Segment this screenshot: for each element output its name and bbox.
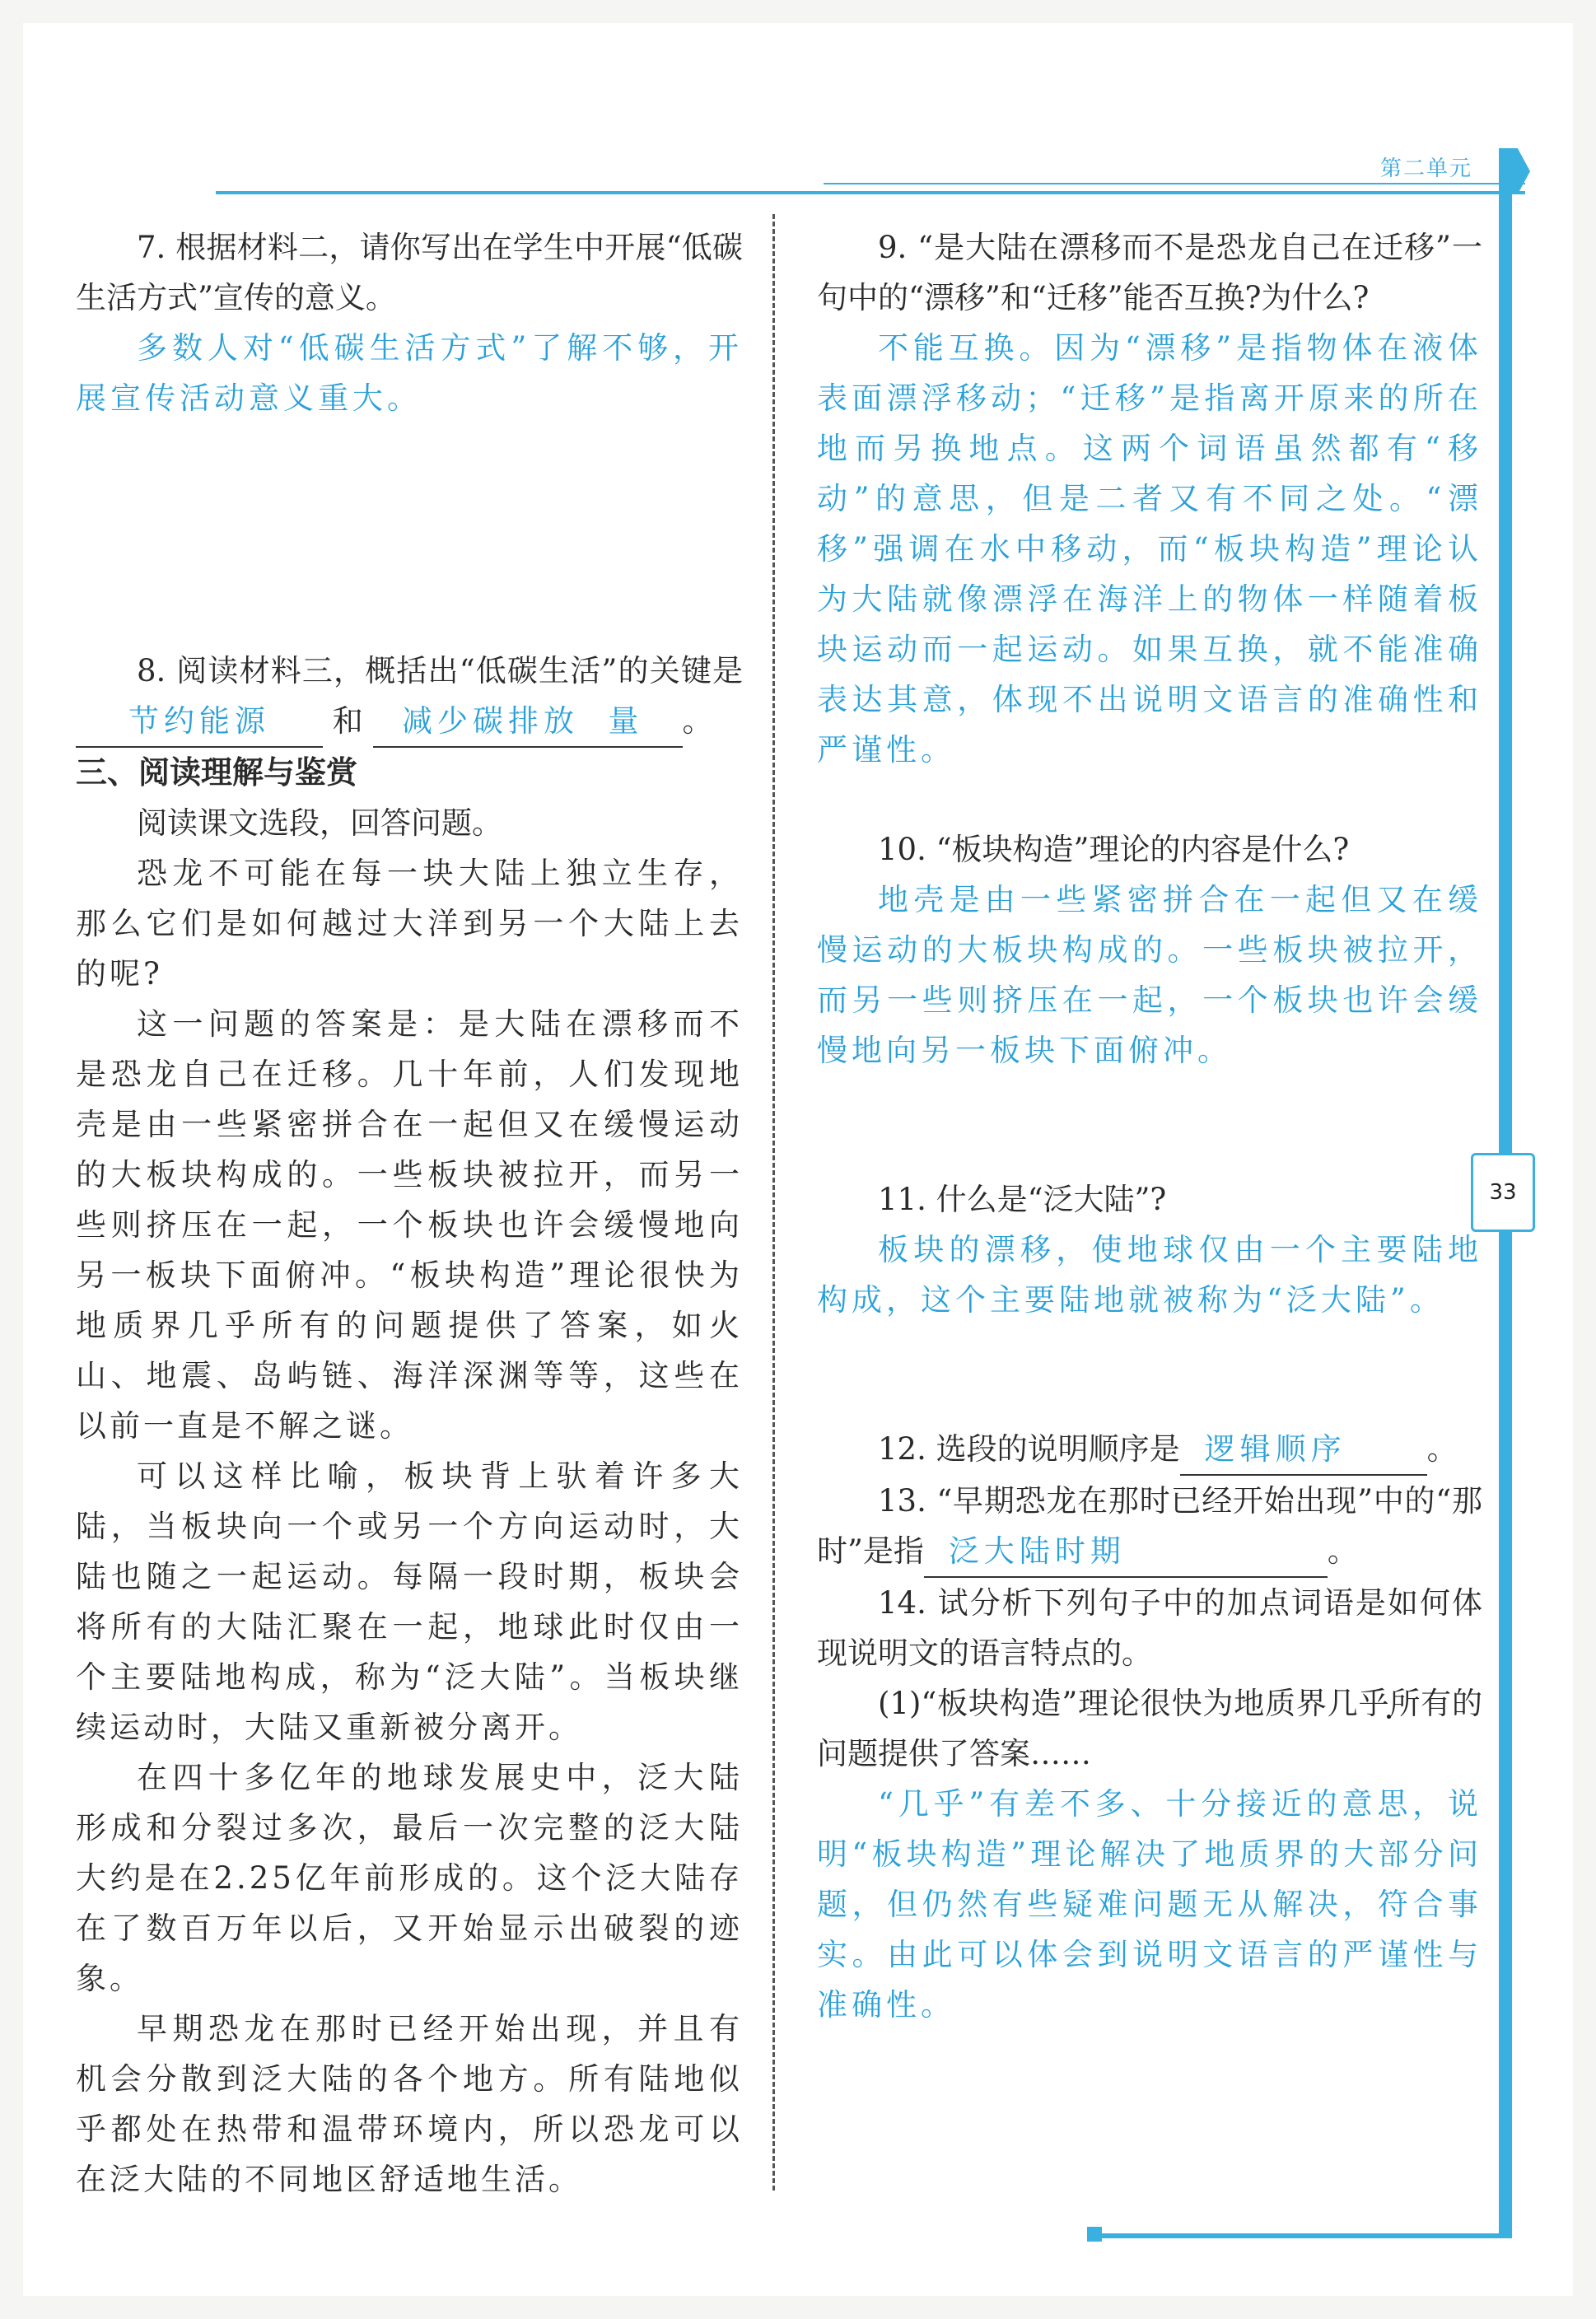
bottom-rule [1095,2233,1512,2238]
question-14-1-after: 所有的问题提供了答案…… [817,1686,1482,1771]
question-14-1-before: (1)“板块构造”理论很快为地质界 [878,1686,1328,1721]
answer-12-blank: 逻辑顺序 [1180,1424,1427,1476]
spacer [76,423,743,646]
question-13-prefix: 13. “早期恐龙在那时已经开始出现”中的“那时”是指 [817,1483,1482,1569]
passage-paragraph: 恐龙不可能在每一块大陆上独立生存，那么它们是如何越过大洋到另一个大陆上去的呢? [76,856,743,992]
page-number: 33 [1471,1153,1535,1232]
question-8-suffix: 。 [682,703,713,739]
column-divider [772,214,775,2191]
question-12 [817,1424,1482,1476]
question-8-prefix: 8. 阅读材料三，概括出“低碳生活”的关键是 [137,653,743,688]
answer-14-1: “几乎”有差不多、十分接近的意思，说明“板块构造”理论解决了地质界的大部分问题，但仍然有些疑难问题无从解决，符合事实。由此可以体会到说明文语言的严谨性与准确性。 [817,1786,1482,2023]
question-8-mid: 和 [332,703,363,739]
spacer [817,775,1482,824]
answer-10: 地壳是由一些紧密拼合在一起但又在缓慢运动的大板块构成的。一些板块被拉开，而另一些则挤压在一起，一个板块也许会缓慢地向另一板块下面俯冲。 [817,882,1482,1068]
section-intro: 阅读课文选段，回答问题。 [137,805,502,841]
answer-8-blank2b: 量 [609,696,683,748]
header-rule [216,191,1525,194]
answer-11: 板块的漂移，使地球仅由一个主要陆地构成，这个主要陆地就被称为“泛大陆”。 [817,1232,1482,1318]
question-10: 10. “板块构造”理论的内容是什么? [878,832,1350,867]
passage-paragraph: 这一问题的答案是：是大陆在漂移而不是恐龙自己在迁移。几十年前，人们发现地壳是由一些紧密拼合在一起但又在缓慢运动的大板块构成的。一些板块被拉开，而另一些则挤压在一起，一个板块也许会缓慢地向另一板块下面俯冲。“板块构造”理论很快为地质界几乎所有的问题提供了答案，如火山、地震、岛屿链、海洋深渊等等，这些在以前一直是不解之谜。 [76,1006,743,1444]
spacer [817,1076,1482,1174]
left-column [76,222,743,2205]
question-11: 11. 什么是“泛大陆”? [878,1182,1167,1217]
header-rule-thin [824,183,1525,184]
answer-8-blank2a: 减少碳排放 [373,696,609,748]
spacer [817,1325,1482,1424]
passage-paragraph: 可以这样比喻，板块背上驮着许多大陆，当板块向一个或另一个方向运动时，大陆也随之一起运动。每隔一段时期，板块会将所有的大陆汇聚在一起，地球此时仅由一个主要陆地构成，称为“泛大陆”。当板块继续运动时，大陆又重新被分离开。 [76,1458,743,1745]
right-column [817,222,1482,2030]
question-12-suffix: 。 [1426,1431,1458,1467]
question-14-1 [817,1678,1482,1779]
question-7: 7. 根据材料二，请你写出在学生中开展“低碳生活方式”宣传的意义。 [76,230,743,315]
answer-9: 不能互换。因为“漂移”是指物体在液体表面漂浮移动；“迁移”是指离开原来的所在地而另换地点。这两个词语虽然都有“移动”的意思，但是二者又有不同之处。“漂移”强调在水中移动，而“板块构造”理论认为大陆就像漂浮在海洋上的物体一样随着板块运动而一起运动。如果互换，就不能准确表达其意，体现不出说明文语言的准确性和严谨性。 [817,330,1482,768]
section-title: 三、阅读理解与鉴赏 [76,754,358,791]
passage-paragraph: 早期恐龙在那时已经开始出现，并且有机会分散到泛大陆的各个地方。所有陆地似乎都处在热带和温带环境内，所以恐龙可以在泛大陆的不同地区舒适地生活。 [76,2011,743,2197]
question-8 [76,646,743,748]
question-14: 14. 试分析下列句子中的加点词语是如何体现说明文的语言特点的。 [817,1585,1482,1671]
passage-paragraph: 在四十多亿年的地球发展史中，泛大陆形成和分裂过多次，最后一次完整的泛大陆大约是在2.25亿年前形成的。这个泛大陆存在了数百万年以后，又开始显示出破裂的迹象。 [76,1760,743,1996]
dotted-word: 几乎 [1327,1686,1390,1721]
unit-label: 第二单元 [1380,156,1473,181]
answer-13-blank: 泛大陆时期 [924,1526,1328,1578]
question-9: 9. “是大陆在漂移而不是恐龙自己在迁移”一句中的“漂移”和“迁移”能否互换?为什么? [817,230,1482,315]
question-13 [817,1476,1482,1578]
question-12-prefix: 12. 选段的说明顺序是 [878,1431,1180,1467]
answer-7: 多数人对“低碳生活方式”了解不够，开展宣传活动意义重大。 [76,330,743,416]
question-13-suffix: 。 [1327,1533,1358,1569]
answer-8-blank1: 节约能源 [76,696,323,748]
